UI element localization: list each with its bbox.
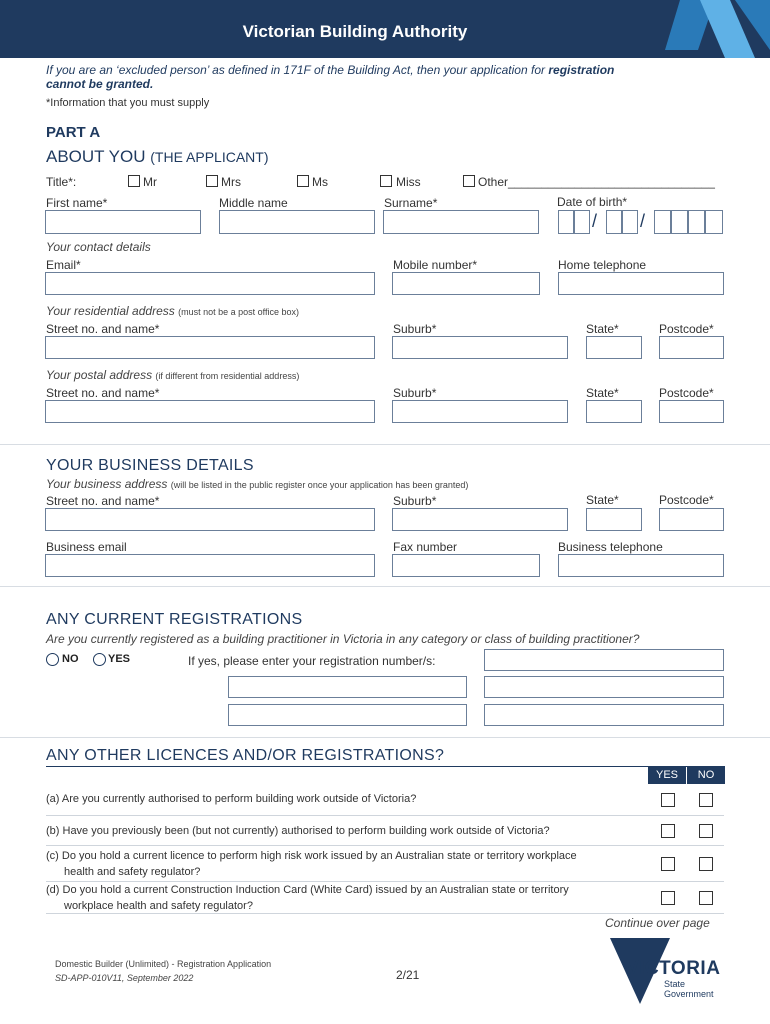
post-postcode-label: Postcode* [659, 386, 714, 400]
question-d-line1: (d) Do you hold a current Construction Induction Card (White Card) issued by an Australian state or territory [46, 884, 569, 896]
dob-month-1[interactable] [606, 210, 622, 234]
registration-number-field-3[interactable] [484, 676, 724, 698]
checkbox-miss[interactable] [380, 175, 392, 187]
continue-note: Continue over page [605, 916, 710, 930]
radio-no-label: NO [62, 653, 79, 665]
footer-doc-title: Domestic Builder (Unlimited) - Registration Application [55, 959, 272, 969]
question-d [46, 882, 569, 914]
bus-phone-label: Business telephone [558, 540, 663, 554]
res-postcode-field[interactable] [659, 336, 724, 359]
checkbox-other[interactable] [463, 175, 475, 187]
dob-month-2[interactable] [622, 210, 638, 234]
contact-heading: Your contact details [46, 240, 151, 254]
registration-number-field-5[interactable] [484, 704, 724, 726]
checkbox-ms[interactable] [297, 175, 309, 187]
logo-government-text: Government [664, 989, 714, 999]
bus-state-field[interactable] [586, 508, 642, 531]
post-state-field[interactable] [586, 400, 642, 423]
bus-suburb-field[interactable] [392, 508, 568, 531]
section-title-about: ABOUT YOU (THE APPLICANT) [46, 147, 269, 166]
section-title-registrations: ANY CURRENT REGISTRATIONS [46, 611, 303, 628]
question-d-line2: workplace health and safety regulator? [64, 900, 253, 912]
dob-year-1[interactable] [654, 210, 671, 234]
question-d-yes-checkbox[interactable] [661, 891, 675, 905]
question-a-no-checkbox[interactable] [699, 793, 713, 807]
first-name-field[interactable] [45, 210, 201, 234]
checkbox-mr[interactable] [128, 175, 140, 187]
victoria-logo-subtitle [664, 979, 714, 999]
post-suburb-field[interactable] [392, 400, 568, 423]
bus-street-field[interactable] [45, 508, 375, 531]
res-state-field[interactable] [586, 336, 642, 359]
question-d-no-checkbox[interactable] [699, 891, 713, 905]
res-suburb-field[interactable] [392, 336, 568, 359]
divider [46, 815, 724, 816]
residential-heading: Your residential address (must not be a post office box) [46, 304, 299, 318]
home-phone-field[interactable] [558, 272, 724, 295]
vba-logo-icon [660, 0, 770, 58]
post-postcode-field[interactable] [659, 400, 724, 423]
res-state-label: State* [586, 322, 619, 336]
option-mrs-label: Mrs [221, 175, 241, 189]
fax-field[interactable] [392, 554, 540, 577]
dob-year-2[interactable] [671, 210, 688, 234]
divider [46, 845, 724, 846]
question-c-line1: (c) Do you hold a current licence to perform high risk work issued by an Australian state or territory workplace [46, 850, 577, 862]
question-a-yes-checkbox[interactable] [661, 793, 675, 807]
yes-column-header: YES [648, 766, 686, 784]
dob-year-4[interactable] [705, 210, 723, 234]
post-street-field[interactable] [45, 400, 375, 423]
radio-yes-label: YES [108, 653, 131, 665]
option-mr-label: Mr [143, 175, 157, 189]
licences-title-rule [46, 766, 724, 767]
bus-postcode-label: Postcode* [659, 493, 714, 507]
bus-phone-field[interactable] [558, 554, 724, 577]
registration-number-field-2[interactable] [228, 676, 467, 698]
bus-email-label: Business email [46, 540, 127, 554]
fax-label: Fax number [393, 540, 458, 554]
res-suburb-label: Suburb* [393, 322, 437, 336]
question-a: (a) Are you currently authorised to perform building work outside of Victoria? [46, 793, 417, 805]
question-b-yes-checkbox[interactable] [661, 824, 675, 838]
middle-name-field[interactable] [219, 210, 375, 234]
dob-year-3[interactable] [688, 210, 705, 234]
dob-separator: / [640, 211, 646, 231]
divider [0, 586, 770, 587]
registration-number-field-1[interactable] [484, 649, 724, 671]
option-other-label: Other_______________________________ [478, 175, 715, 189]
middle-name-label: Middle name [219, 196, 288, 210]
radio-yes[interactable] [93, 653, 106, 666]
home-phone-label: Home telephone [558, 258, 647, 272]
postal-heading: Your postal address (if different from residential address) [46, 368, 300, 382]
email-field[interactable] [45, 272, 375, 295]
bus-suburb-label: Suburb* [393, 494, 437, 508]
option-ms-label: Ms [312, 175, 328, 189]
question-c-yes-checkbox[interactable] [661, 857, 675, 871]
page-number: 2/21 [396, 968, 420, 982]
dob-label: Date of birth* [557, 195, 628, 209]
dob-day-1[interactable] [558, 210, 574, 234]
surname-label: Surname* [384, 196, 438, 210]
section-title-business: YOUR BUSINESS DETAILS [46, 457, 254, 474]
question-c [46, 848, 577, 880]
header-title: Victorian Building Authority [242, 22, 468, 41]
registration-prompt: If yes, please enter your registration number/s: [188, 654, 436, 668]
res-street-label: Street no. and name* [46, 322, 160, 336]
divider [0, 737, 770, 738]
mobile-label: Mobile number* [393, 258, 478, 272]
registration-number-field-4[interactable] [228, 704, 467, 726]
no-column-header: NO [687, 766, 725, 784]
question-b: (b) Have you previously been (but not currently) authorised to perform building work outside of Victoria? [46, 825, 550, 837]
intro-text: If you are an ‘excluded person’ as defined in 171F of the Building Act, then your application for registration cannot be granted. [46, 63, 615, 91]
victoria-logo-wordmark: VICTORIA [626, 958, 721, 979]
bus-postcode-field[interactable] [659, 508, 724, 531]
dob-separator: / [592, 211, 598, 231]
business-heading: Your business address (will be listed in the public register once your application has been granted) [46, 477, 469, 491]
post-state-label: State* [586, 386, 619, 400]
question-c-line2: health and safety regulator? [64, 866, 201, 878]
mobile-field[interactable] [392, 272, 540, 295]
option-miss-label: Miss [396, 175, 421, 189]
registration-question: Are you currently registered as a building practitioner in Victoria in any category or class of building practitioner? [46, 632, 640, 646]
question-c-no-checkbox[interactable] [699, 857, 713, 871]
dob-day-2[interactable] [574, 210, 590, 234]
first-name-label: First name* [46, 196, 108, 210]
checkbox-mrs[interactable] [206, 175, 218, 187]
radio-no[interactable] [46, 653, 59, 666]
section-title-licences: ANY OTHER LICENCES AND/OR REGISTRATIONS? [46, 747, 445, 764]
res-postcode-label: Postcode* [659, 322, 714, 336]
footer-doc-code: SD-APP-010V11, September 2022 [55, 973, 194, 983]
bus-email-field[interactable] [45, 554, 375, 577]
title-label: Title*: [46, 175, 77, 189]
post-suburb-label: Suburb* [393, 386, 437, 400]
part-label: PART A [46, 124, 101, 141]
logo-state-text: State [664, 979, 686, 989]
surname-field[interactable] [383, 210, 539, 234]
bus-street-label: Street no. and name* [46, 494, 160, 508]
required-note: *Information that you must supply [46, 97, 210, 109]
res-street-field[interactable] [45, 336, 375, 359]
victoria-logo [610, 938, 730, 1008]
divider [46, 913, 724, 914]
post-street-label: Street no. and name* [46, 386, 160, 400]
divider [0, 444, 770, 445]
question-b-no-checkbox[interactable] [699, 824, 713, 838]
email-label: Email* [46, 258, 81, 272]
bus-state-label: State* [586, 493, 619, 507]
